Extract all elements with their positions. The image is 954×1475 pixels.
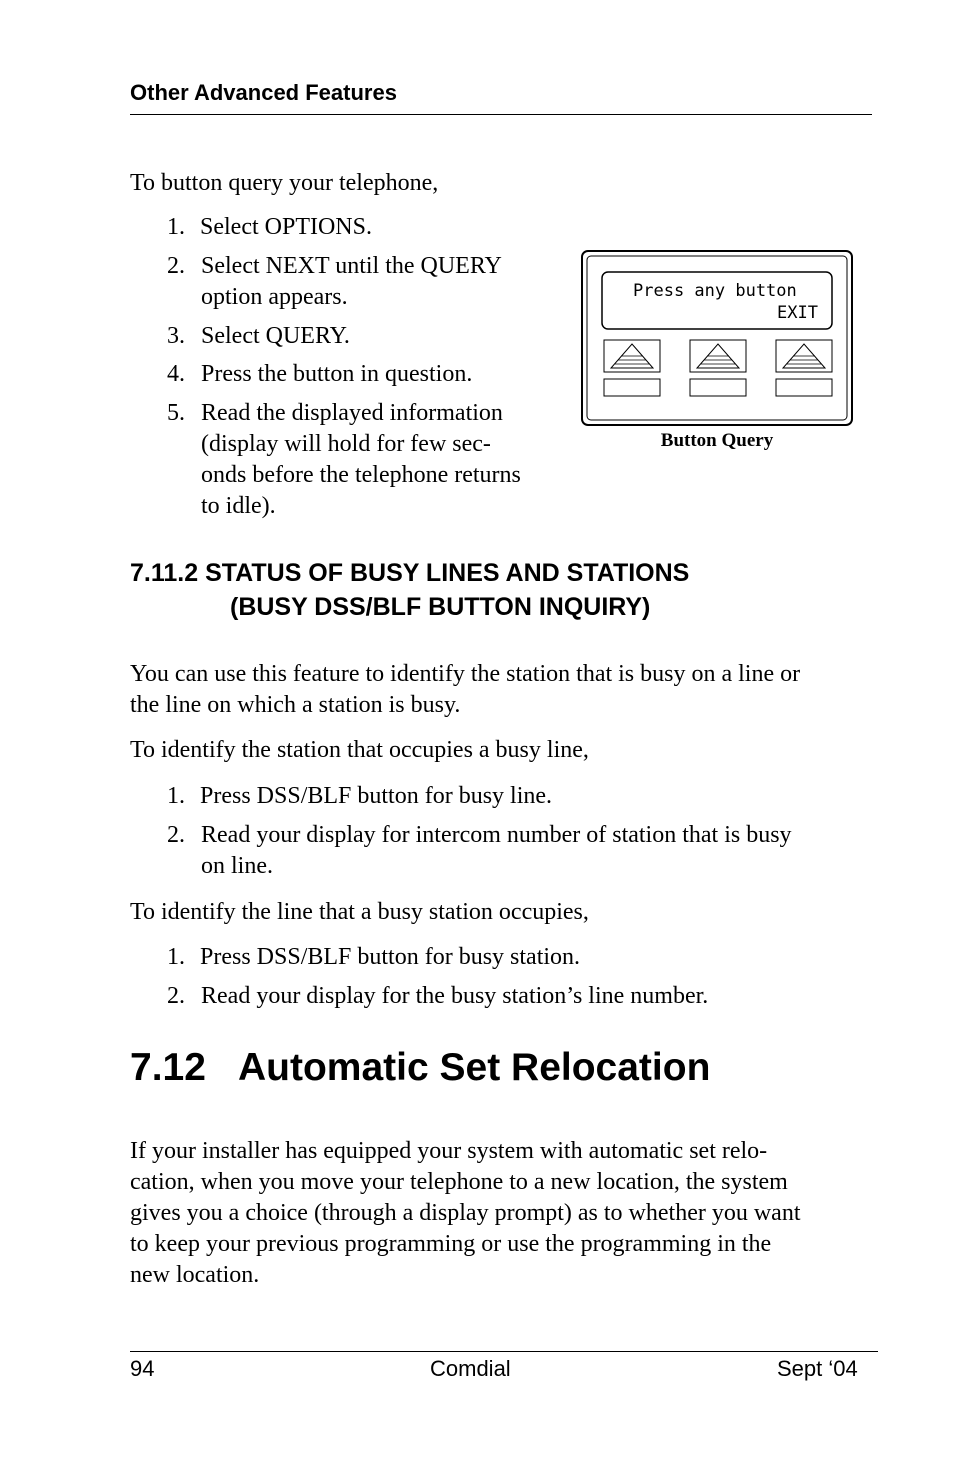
footer-date: Sept ‘04 xyxy=(777,1356,858,1381)
page-number: 94 xyxy=(130,1356,155,1381)
list-item: 5. Read the displayed information (display will hold for few sec- onds before the telephone returns to idle). xyxy=(167,400,521,519)
list-item: 1. Press DSS/BLF button for busy station. xyxy=(167,944,581,970)
button-query-figure xyxy=(581,250,853,426)
softkey-1 xyxy=(604,340,660,372)
section-heading-7-12: 7.12 Automatic Set Relocation xyxy=(130,1046,711,1089)
busy-station-intro: To identify the line that a busy station occupies, xyxy=(130,899,589,925)
list-item: 1. Select OPTIONS. xyxy=(167,214,372,240)
running-header: Other Advanced Features xyxy=(130,80,397,105)
list-item: 2. Read your display for the busy station’s line number. xyxy=(167,983,709,1009)
query-intro: To button query your telephone, xyxy=(130,170,439,196)
footer-company: Comdial xyxy=(430,1356,511,1381)
list-item: 1. Press DSS/BLF button for busy line. xyxy=(167,783,553,809)
header-rule xyxy=(130,114,872,115)
busy-line-intro: To identify the station that occupies a busy line, xyxy=(130,737,589,763)
figure-caption: Button Query xyxy=(660,430,774,451)
lcd-line-1: Press any button xyxy=(633,281,797,301)
list-item: 2. Select NEXT until the QUERY option appears. xyxy=(167,253,502,310)
footer-rule xyxy=(130,1351,878,1352)
section-heading-7-11-2: 7.11.2 STATUS OF BUSY LINES AND STATIONS (BUSY DSS/BLF BUTTON INQUIRY) xyxy=(130,559,690,621)
section-paragraph: You can use this feature to identify the station that is busy on a line or the line on which a station is busy. xyxy=(130,661,801,718)
softkey-3 xyxy=(776,340,832,372)
list-item: 3. Select QUERY. xyxy=(167,323,350,349)
softkey-label-2 xyxy=(690,379,746,396)
list-item: 4. Press the button in question. xyxy=(167,361,473,387)
softkey-2 xyxy=(690,340,746,372)
softkey-label-3 xyxy=(776,379,832,396)
list-item: 2. Read your display for intercom number of station that is busy on line. xyxy=(167,822,792,879)
lcd-line-2: EXIT xyxy=(777,303,818,323)
softkey-label-1 xyxy=(604,379,660,396)
relocation-paragraph: If your installer has equipped your system with automatic set relo- cation, when you move your telephone to a new location, the system gives you a choice (through a display prompt) as to whether you want to keep your previous programming or use the programming in the new location. xyxy=(130,1138,801,1288)
